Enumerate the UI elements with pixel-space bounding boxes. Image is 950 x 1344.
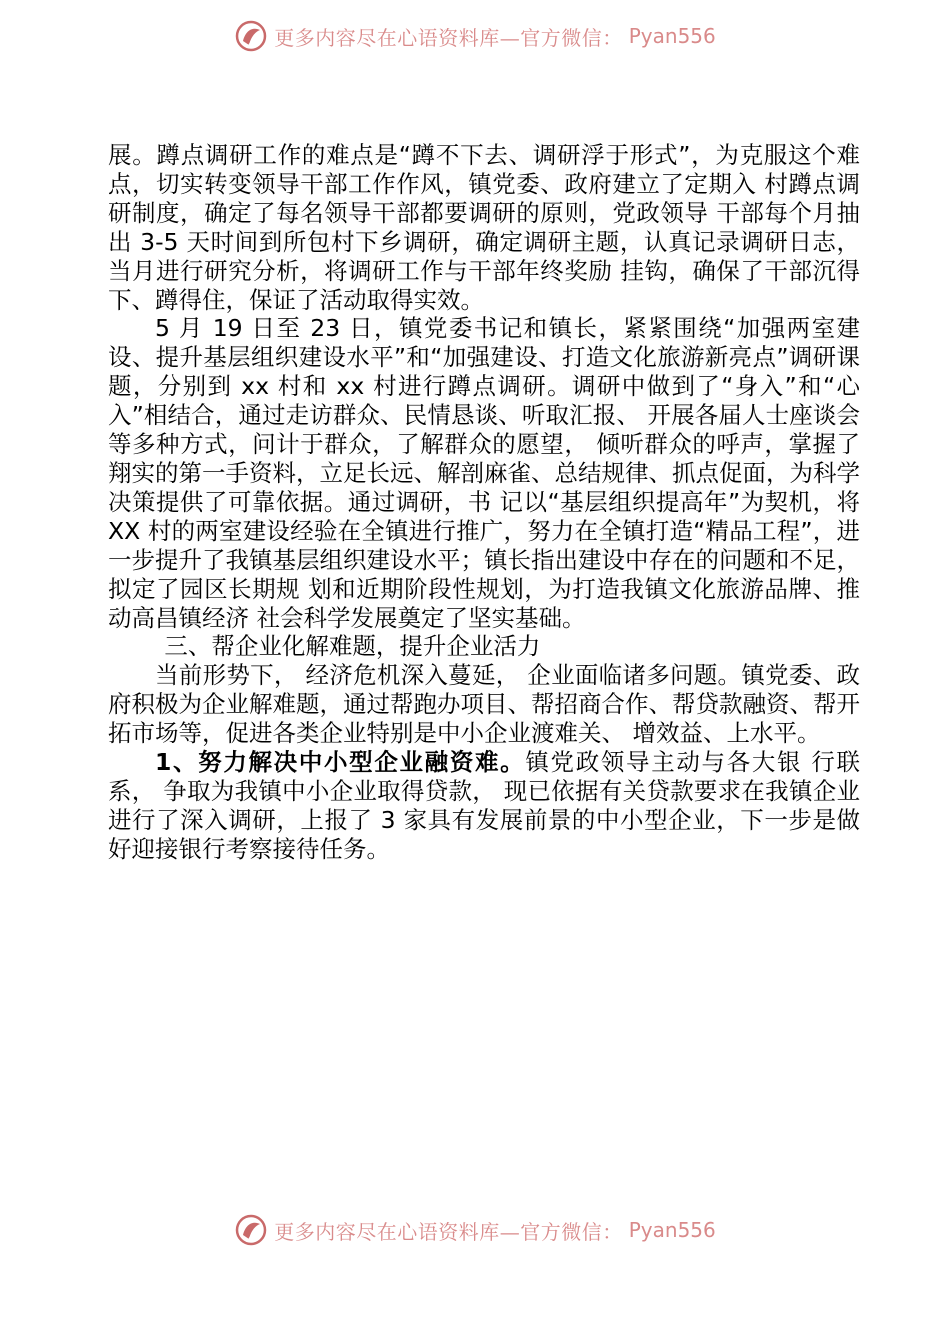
watermark-wechat-id: Pyan556: [628, 1218, 716, 1242]
watermark-logo-icon: [234, 1213, 268, 1247]
footer-watermark: [0, 1210, 950, 1250]
paragraph-3: 当前形势下， 经济危机深入蔓延， 企业面临诸多问题。镇党委、政府积极为企业解难题，通过帮跑办项目、帮招商合作、帮贷款融资、帮开拓市场等，促进各类企业特别是中小企业渡难关、 增效益、上水平。: [108, 661, 860, 748]
watermark-text: 更多内容尽在心语资料库—官方微信：: [274, 1219, 623, 1244]
header-watermark: [0, 16, 950, 56]
document-body: [108, 141, 860, 864]
watermark-text: 更多内容尽在心语资料库—官方微信：: [274, 25, 623, 50]
paragraph-4-lead: 1、努力解决中小型企业融资难。: [155, 748, 526, 777]
paragraph-2: 5 月 19 日至 23 日，镇党委书记和镇长，紧紧围绕“加强两室建设、提升基层组织建设水平”和“加强建设、打造文化旅游新亮点”调研课题，分别到 xx 村和 xx 村进行蹲点调研。调研中做到了“身入”和“心入”相结合，通过走访群众、民情恳谈、听取汇报、 开展各届人士座谈会等多种方式，问计于群众，了解群众的愿望， 倾听群众的呼声，掌握了翔实的第一手资料，立足长远、解剖麻雀、总结规律、抓点促面，为科学决策提供了可靠依据。通过调研，书 记以“基层组织提高年”为契机，将 XX 村的两室建设经验在全镇进行推广，努力在全镇打造“精品工程”，进一步提升了我镇基层组织建设水平；镇长指出建设中存在的问题和不足，拟定了园区长期规 划和近期阶段性规划，为打造我镇文化旅游品牌、推动高昌镇经济 社会科学发展奠定了坚实基础。: [108, 314, 860, 632]
paragraph-4-text: 镇党政领导主动与各大银 行联系， 争取为我镇中小企业取得贷款， 现已依据有关贷款要求在我镇企业进行了深入调研，上报了 3 家具有发展前景的中小型企业，下一步是做好迎接银行考察接待任务。: [108, 748, 860, 863]
watermark-wechat-id: Pyan556: [628, 24, 716, 48]
section-heading-3: 三、帮企业化解难题，提升企业活力: [164, 632, 541, 661]
watermark-logo-icon: [234, 19, 268, 53]
paragraph-4: [108, 748, 860, 864]
paragraph-1: 展。蹲点调研工作的难点是“蹲不下去、调研浮于形式”，为克服这个难点，切实转变领导干部工作作风，镇党委、政府建立了定期入 村蹲点调研制度，确定了每名领导干部都要调研的原则，党政领导 干部每个月抽出 3-5 天时间到所包村下乡调研，确定调研主题，认真记录调研日志，当月进行研究分析，将调研工作与干部年终奖励 挂钩，确保了干部沉得下、蹲得住，保证了活动取得实效。: [108, 141, 860, 314]
